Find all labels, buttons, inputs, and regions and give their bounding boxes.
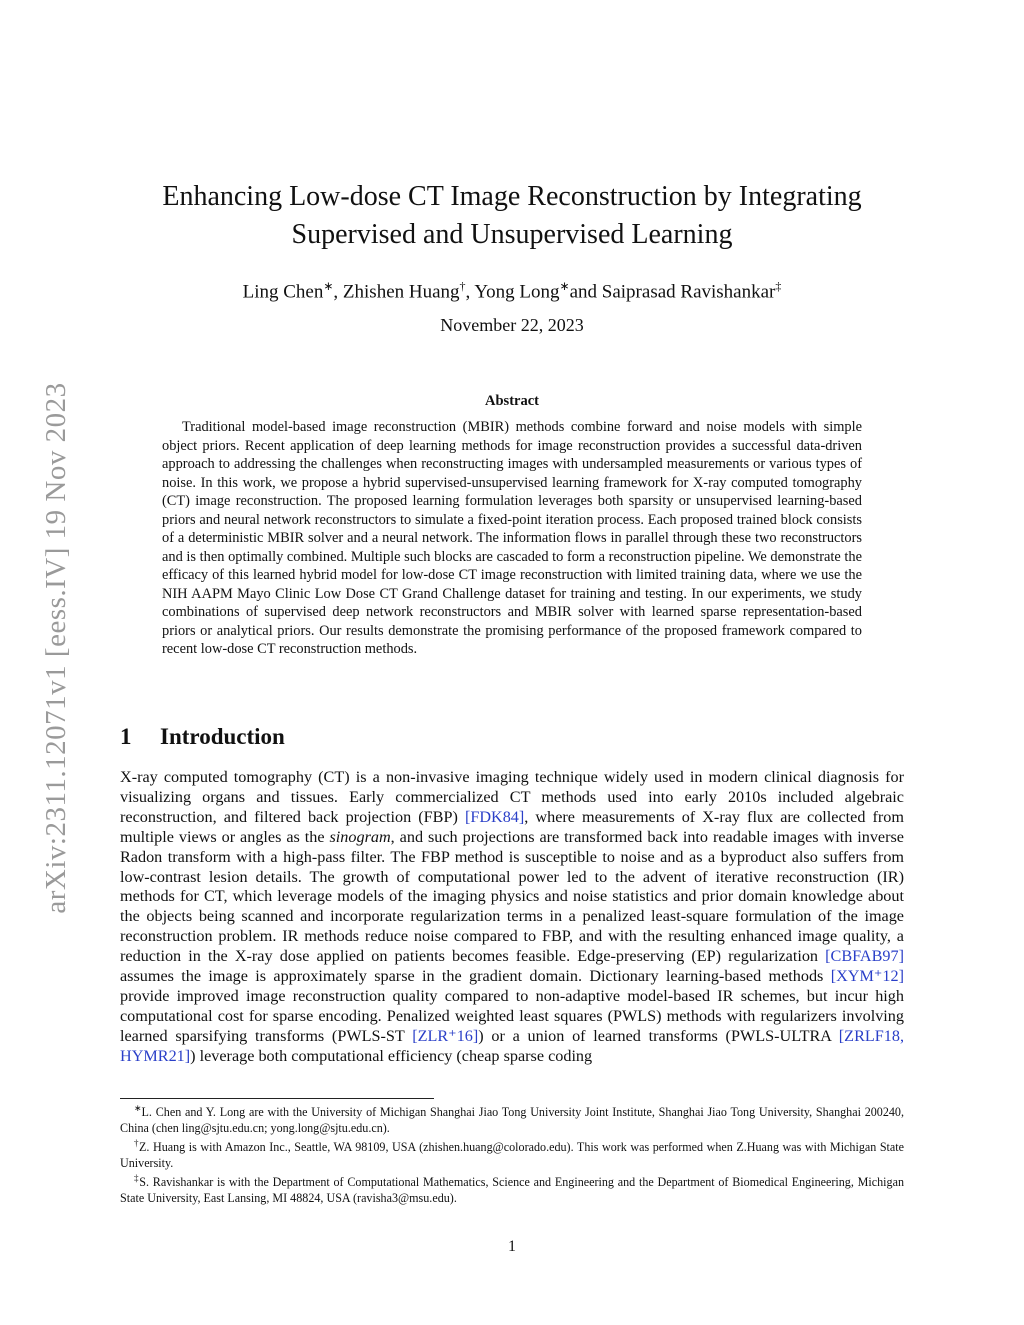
citation-link[interactable]: [XYM⁺12] — [830, 967, 904, 986]
title-line-2: Supervised and Unsupervised Learning — [291, 219, 733, 250]
footnotes — [120, 1101, 904, 1207]
footnote-mark: † — [134, 1138, 140, 1149]
section-number: 1 — [120, 724, 132, 749]
section-heading — [120, 724, 904, 750]
citation-link[interactable]: [CBFAB97] — [825, 947, 904, 966]
emphasized-term: sinogram — [329, 827, 391, 846]
author-name: Yong Long — [474, 281, 560, 303]
intro-text: ) or a union of learned transforms (PWLS-ULTRA — [478, 1026, 839, 1045]
footnote-mark: ‡ — [134, 1173, 140, 1184]
citation-link[interactable]: [FDK84] — [464, 807, 525, 826]
footnote-divider — [120, 1098, 434, 1099]
arxiv-identifier: arXiv:2311.12071v1 [eess.IV] 19 Nov 2023 — [40, 382, 72, 914]
author-name: Ling Chen — [242, 281, 324, 303]
author-mark: ∗ — [323, 279, 334, 293]
intro-text: , and such projections are transformed back into readable images with inverse Radon transform with a high-pass filter. The FBP method is susceptible to noise and as a byproduct also suffers from low-contrast lesion details. The growth of computational power led to the advent of iterative reconstruction (IR) methods for CT, which leverage models of the imaging physics and noise statistics and prior domain knowledge about the objects being scanned and incorporate regularization terms in a penalized least-square formulation of the image reconstruction problem. IR methods reduce noise compared to FBP, and with the resulting enhanced image quality, a reduction in the X-ray dose applied on patients becomes feasible. Edge-preserving (EP) regularization — [120, 827, 904, 966]
author-name: Saiprasad Ravishankar — [601, 281, 776, 303]
intro-text: assumes the image is approximately sparse in the gradient domain. Dictionary learning-based methods — [120, 967, 831, 986]
publication-date: November 22, 2023 — [440, 315, 584, 335]
paper-title — [120, 178, 904, 254]
title-line-1: Enhancing Low-dose CT Image Reconstruction by Integrating — [162, 181, 862, 212]
author-name: Zhishen Huang — [342, 281, 460, 303]
intro-text: ) leverage both computational efficiency (cheap sparse coding — [190, 1046, 593, 1065]
footnote — [120, 1171, 904, 1206]
introduction-paragraph — [120, 768, 904, 1067]
section-title: Introduction — [160, 724, 285, 749]
citation-link[interactable]: [ZLR⁺16] — [412, 1026, 479, 1045]
author-mark: ∗ — [559, 279, 570, 293]
page-number: 1 — [508, 1238, 516, 1255]
author-mark: † — [459, 279, 466, 293]
intro-text: X-ray computed tomography (CT) is a non-invasive imaging technique widely used in modern clinical diagnosis for visualizing organs and tissues. Early commercialized CT methods used into early 2010s included algebraic reconstruction, and filtered back projection (FBP) — [120, 768, 904, 826]
citation-link[interactable]: [ZRLF18, HYMR21] — [120, 1026, 904, 1065]
intro-text: , where measurements of X-ray flux are collected from multiple views or angles as the — [120, 807, 904, 846]
footnote-mark: ∗ — [134, 1103, 142, 1113]
author-list: Ling Chen∗, Zhishen Huang†, Yong Long∗and Saiprasad Ravishankar‡ — [242, 279, 782, 303]
intro-text: provide improved image reconstruction quality compared to non-adaptive model-based IR schemes, but incur high computational cost for sparse encoding. Penalized weighted least squares (PWLS) methods with regularizers involving learned sparsifying transforms (PWLS-ST — [120, 986, 904, 1045]
abstract-heading: Abstract — [485, 393, 539, 409]
abstract-text: Traditional model-based image reconstruction (MBIR) methods combine forward and noise models with simple object priors. Recent application of deep learning methods for image reconstruction provides a successful data-driven approach to addressing the challenges when reconstructing images with undersampled measurements or various types of noise. In this work, we propose a hybrid supervised-unsupervised learning framework for X-ray computed tomography (CT) image reconstruction. The proposed learning formulation leverages both sparsity or unsupervised learning-based priors and neural network reconstructors to simulate a fixed-point iteration process. Each proposed trained block consists of a deterministic MBIR solver and a neural network. The information flows in parallel through these two reconstructors and is then optimally combined. Multiple such blocks are cascaded to form a reconstruction pipeline. We demonstrate the efficacy of this learned hybrid model for low-dose CT image reconstruction with limited training data, where we use the NIH AAPM Mayo Clinic Low Dose CT Grand Challenge dataset for training and testing. In our experiments, we study combinations of supervised deep network reconstructors and MBIR solver with learned sparse representation-based priors or analytical priors. Our results demonstrate the promising performance of the proposed framework compared to recent low-dose CT reconstruction methods. — [162, 419, 862, 657]
footnote-text: S. Ravishankar is with the Department of Computational Mathematics, Science and Engineering and the Department of Biomedical Engineering, Michigan State University, East Lansing, MI 48824, USA (ravisha3@msu.edu). — [120, 1175, 904, 1206]
footnote-text: L. Chen and Y. Long are with the University of Michigan Shanghai Jiao Tong University Joint Institute, Shanghai Jiao Tong University, Shanghai 200240, China (chen ling@sjtu.edu.cn; yong.long@sjtu.edu.cn). — [120, 1105, 904, 1135]
footnote — [120, 1101, 904, 1136]
author-mark: ‡ — [775, 279, 782, 293]
footnote — [120, 1136, 904, 1171]
footnote-text: Z. Huang is with Amazon Inc., Seattle, WA 98109, USA (zhishen.huang@colorado.edu). This work was performed when Z.Huang was with Michigan State University. — [120, 1140, 905, 1170]
